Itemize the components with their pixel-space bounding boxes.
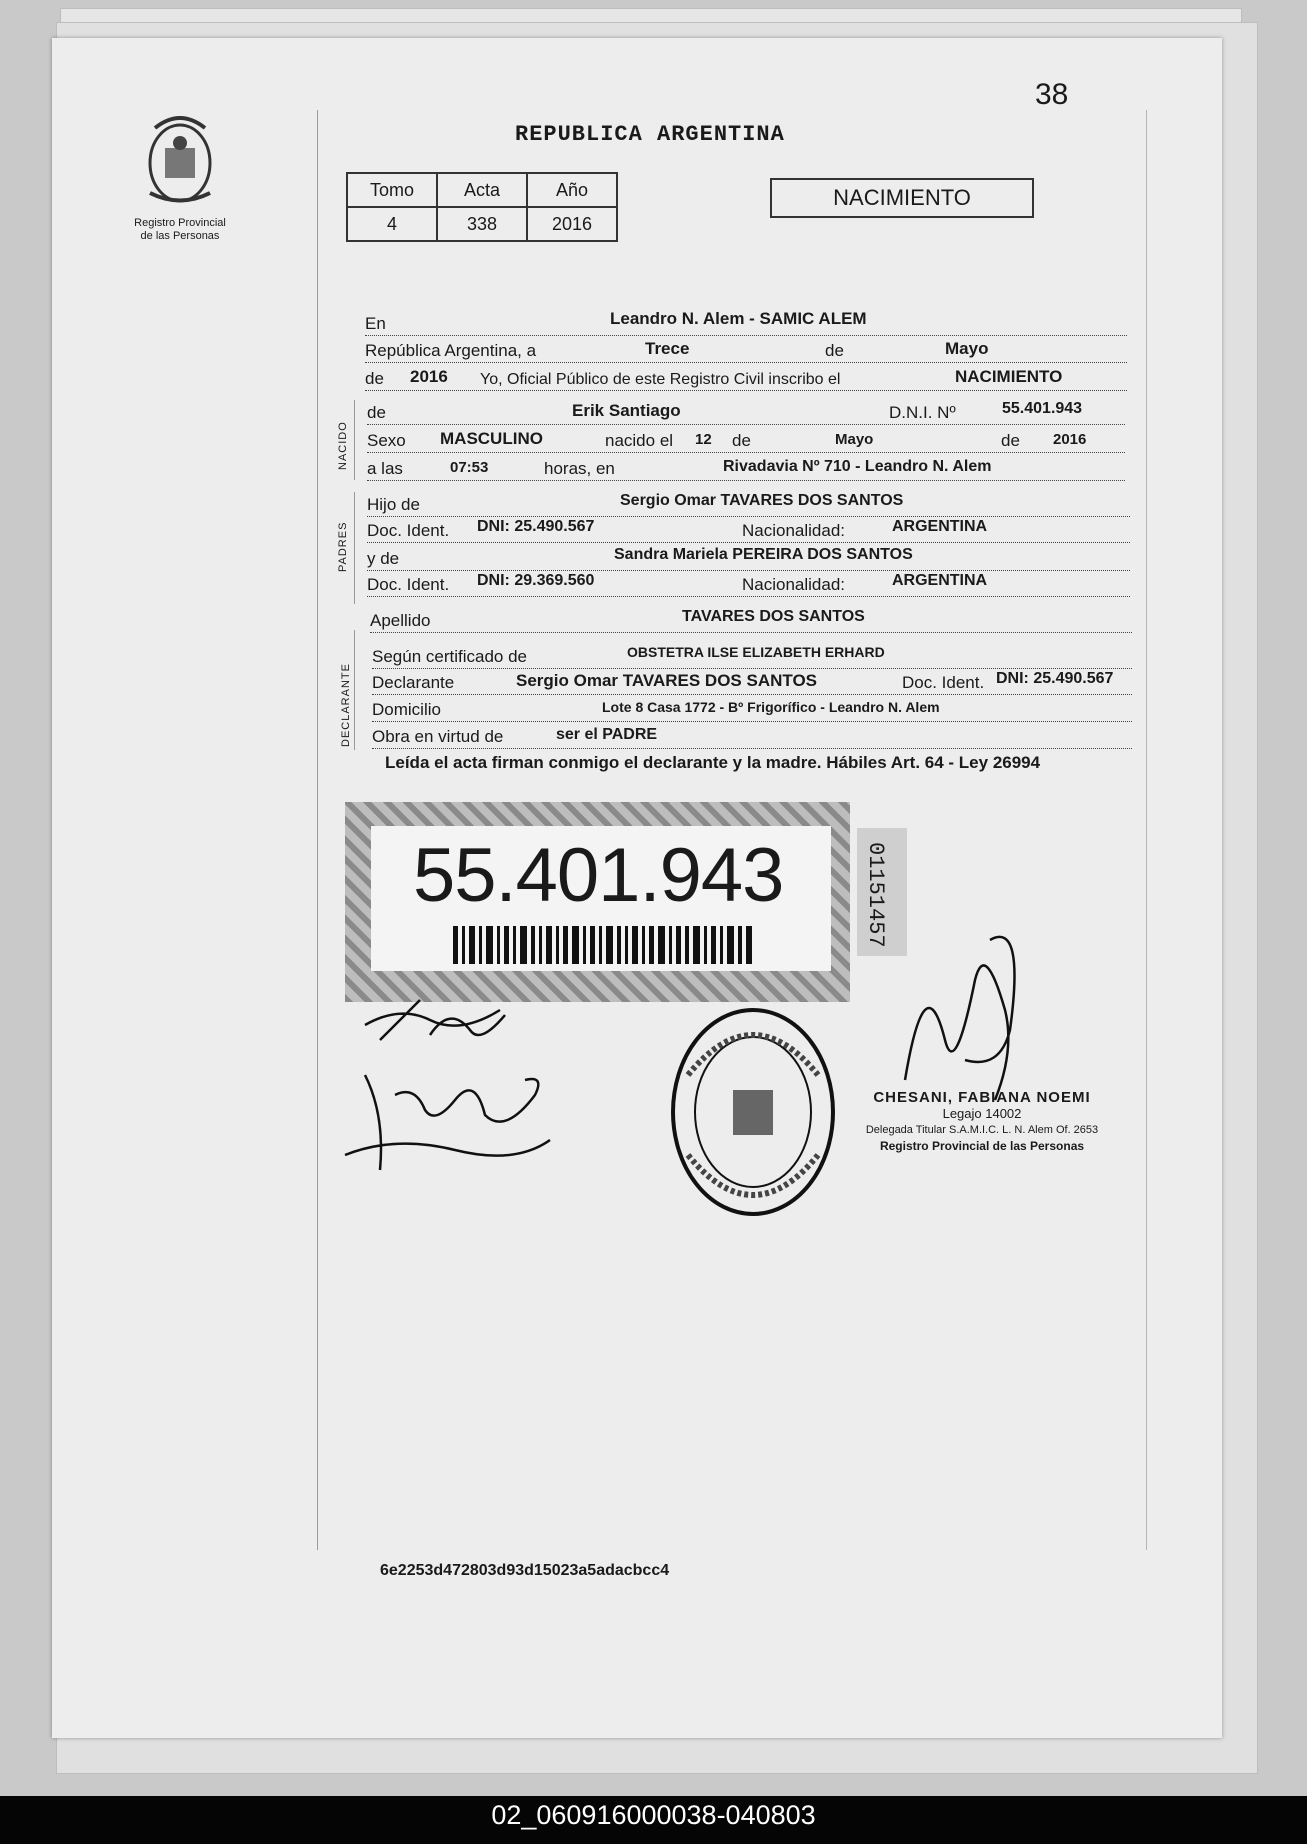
acts-value: ser el PADRE	[556, 726, 658, 743]
mother-doc-value: DNI: 29.369.560	[477, 572, 595, 589]
mother-signature-icon	[335, 1055, 555, 1175]
mother-doc-line	[367, 572, 1130, 597]
section-declarant-label: DECLARANTE	[340, 663, 352, 747]
section-parents-label: PADRES	[337, 521, 349, 572]
acts-line	[372, 724, 1132, 749]
declarant-line	[372, 670, 1132, 695]
province-crest	[125, 108, 235, 243]
declarant-signature-icon	[360, 995, 510, 1055]
id-number-sticker	[345, 802, 850, 1002]
declarant-rule	[354, 630, 355, 750]
address-label: Domicilio	[372, 700, 441, 719]
year-de-label: de	[365, 369, 384, 388]
official-signature-icon	[895, 920, 1035, 1110]
month-value: Mayo	[945, 339, 989, 358]
ref-header-acta: Acta	[437, 173, 527, 207]
born-dni-label: D.N.I. Nº	[889, 403, 956, 422]
serial-number: 01151457	[863, 842, 888, 948]
crest-caption-1: Registro Provincial	[134, 217, 226, 229]
father-doc-value: DNI: 25.490.567	[477, 518, 595, 535]
born-month-value: Mayo	[835, 431, 874, 448]
declarant-label: Declarante	[372, 673, 455, 692]
certificate-label: Según certificado de	[372, 647, 527, 666]
ref-header-tomo: Tomo	[347, 173, 437, 207]
ref-header-year: Año	[527, 173, 617, 207]
mother-line	[367, 546, 1130, 571]
year-value: 2016	[410, 367, 448, 386]
hours-label: horas, en	[544, 459, 615, 478]
sex-value: MASCULINO	[440, 429, 543, 448]
surname-line	[370, 608, 1132, 633]
section-born-label: NACIDO	[337, 421, 349, 470]
born-dni-value: 55.401.943	[1002, 400, 1083, 417]
time-label: a las	[367, 459, 403, 478]
page-number: 38	[1035, 78, 1069, 111]
country-label: República Argentina, a	[365, 341, 537, 360]
address-value: Lote 8 Casa 1772 - Bº Frigorífico - Leandro N. Alem	[602, 699, 940, 715]
date-line	[365, 338, 1127, 363]
certificate-value: OBSTETRA ILSE ELIZABETH ERHARD	[627, 644, 885, 660]
and-of-label: y de	[367, 549, 400, 568]
father-nat-value: ARGENTINA	[892, 518, 988, 535]
surname-value: TAVARES DOS SANTOS	[682, 608, 865, 625]
registry-text: Yo, Oficial Público de este Registro Civil inscribo el	[480, 371, 841, 388]
de-label: de	[825, 341, 844, 360]
born-time-line	[367, 456, 1125, 481]
birth-place-value: Rivadavia Nº 710 - Leandro N. Alem	[723, 458, 992, 475]
sticker-panel	[371, 826, 831, 971]
registry-event: NACIMIENTO	[955, 367, 1063, 386]
document-hash: 6e2253d472803d93d15023a5adacbcc4	[380, 1562, 670, 1579]
time-value: 07:53	[450, 459, 489, 476]
born-de-label: de	[732, 431, 751, 450]
declarant-doc-value: DNI: 25.490.567	[996, 670, 1114, 687]
born-de-label-2: de	[1001, 431, 1020, 450]
official-role: Delegada Titular S.A.M.I.C. L. N. Alem Of. 2653	[865, 1124, 1099, 1136]
place-value: Leandro N. Alem - SAMIC ALEM	[610, 309, 867, 328]
file-name: 02_060916000038-040803	[491, 1800, 816, 1830]
born-day-value: 12	[695, 431, 712, 448]
born-name-label: de	[367, 403, 386, 422]
reference-table	[346, 172, 618, 242]
father-doc-label: Doc. Ident.	[367, 521, 450, 540]
born-sex-line	[367, 428, 1125, 453]
surname-label: Apellido	[370, 611, 431, 630]
acts-label: Obra en virtud de	[372, 727, 504, 746]
closing-statement: Leída el acta firman conmigo el declarante y la madre. Hábiles Art. 64 - Ley 26994	[385, 753, 1041, 772]
born-rule	[354, 400, 355, 480]
mother-name: Sandra Mariela PEREIRA DOS SANTOS	[614, 546, 913, 563]
born-name-value: Erik Santiago	[572, 401, 681, 420]
mother-nat-value: ARGENTINA	[892, 572, 988, 589]
child-of-label: Hijo de	[367, 495, 420, 514]
born-name-line	[367, 400, 1125, 425]
day-value: Trece	[645, 339, 690, 358]
official-name: CHESANI, FABIANA NOEMI	[873, 1089, 1091, 1106]
registry-seal-icon	[668, 1005, 838, 1220]
certificate-line	[372, 644, 1132, 669]
ref-value-acta: 338	[437, 207, 527, 241]
crest-caption-2: de las Personas	[140, 230, 220, 242]
declarant-doc-label: Doc. Ident.	[902, 673, 985, 692]
parents-rule	[354, 492, 355, 604]
mother-doc-label: Doc. Ident.	[367, 575, 450, 594]
id-number: 55.401.943	[413, 833, 784, 918]
born-on-label: nacido el	[605, 431, 674, 450]
place-line	[365, 311, 1127, 336]
address-line	[372, 697, 1132, 722]
ref-value-tomo: 4	[347, 207, 437, 241]
year-line	[365, 366, 1127, 391]
father-name: Sergio Omar TAVARES DOS SANTOS	[620, 492, 904, 509]
place-label: En	[365, 314, 386, 333]
official-stamp	[842, 1090, 1122, 1154]
document-type-box: NACIMIENTO	[770, 178, 1034, 218]
document-title: REPUBLICA ARGENTINA	[515, 122, 785, 147]
official-registry: Registro Provincial de las Personas	[879, 1139, 1085, 1153]
declarant-name: Sergio Omar TAVARES DOS SANTOS	[516, 671, 818, 690]
ref-value-year: 2016	[527, 207, 617, 241]
born-year-value: 2016	[1053, 431, 1087, 448]
father-nat-label: Nacionalidad:	[742, 521, 846, 540]
mother-nat-label: Nacionalidad:	[742, 575, 846, 594]
barcode-icon	[453, 926, 753, 964]
father-line	[367, 492, 1130, 517]
sex-label: Sexo	[367, 431, 406, 450]
coat-of-arms-icon	[135, 108, 225, 213]
official-file: Legajo 14002	[942, 1106, 1022, 1121]
father-doc-line	[367, 518, 1130, 543]
